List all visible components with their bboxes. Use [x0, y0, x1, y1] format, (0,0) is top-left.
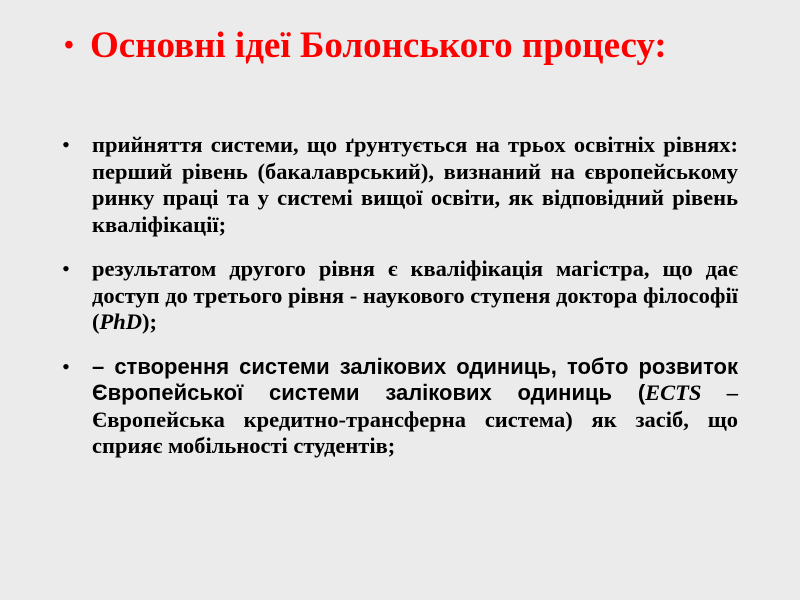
phd-emphasis: PhD — [99, 309, 143, 334]
item-text-part: результатом другого рівня є кваліфікація магістра, що дає доступ до третього рівня - наукового ступеня доктора філософії ( — [92, 256, 738, 334]
bullet-list — [62, 132, 738, 460]
item-text — [92, 354, 738, 460]
title-bullet: • — [64, 30, 74, 61]
item-text — [92, 256, 738, 336]
list-item — [62, 354, 738, 460]
bullet: • — [62, 132, 70, 157]
list-item — [62, 256, 738, 336]
item-text: прийняття системи, що ґрунтується на трьох освітніх рівнях: перший рівень (бакалаврський), визнаний на європейському ринку праці та у системі вищої освіти, як відповідний рівень кваліфікації; — [92, 132, 738, 237]
ects-emphasis: ECTS — [645, 380, 702, 405]
list-item — [62, 132, 738, 238]
slide-title: Основні ідеї Болонського процесу: — [90, 25, 667, 66]
item-text-part: – Європейська кредитно-трансферна система) як засіб, що сприяє мобільності студентів; — [92, 380, 738, 458]
item-text-part: ); — [142, 309, 158, 334]
item-text-part: – створення системи залікових одиниць, тобто розвиток Європейської системи залікових одиниць ( — [92, 353, 738, 405]
bullet: • — [62, 353, 70, 379]
title-row — [64, 24, 764, 68]
bullet: • — [62, 256, 70, 281]
